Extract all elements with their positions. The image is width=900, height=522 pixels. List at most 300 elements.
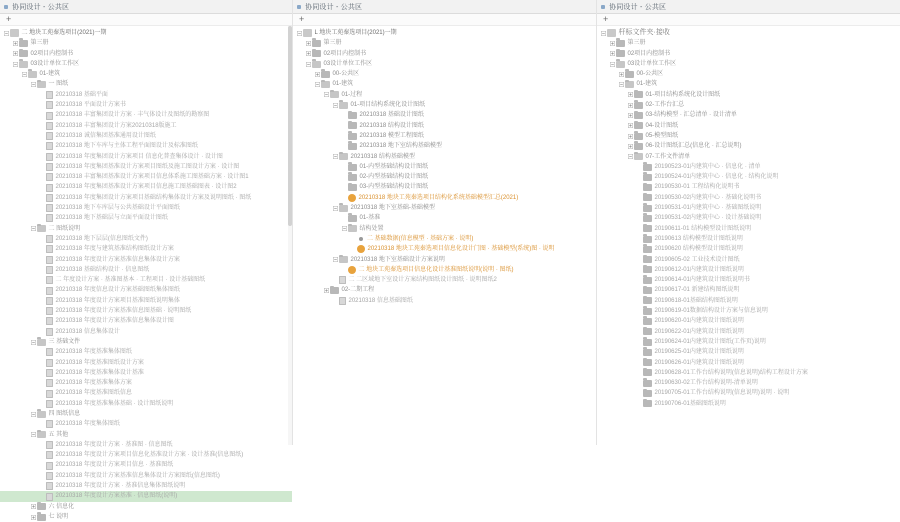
document-icon — [46, 276, 53, 284]
tree-row[interactable] — [597, 59, 900, 69]
tree-row-label: 二 地块工苑秦选项目信息化设计基准图纸说明(说明 · 图纸) — [358, 266, 514, 273]
tree-row-label: 20210318 年度集体图纸 — [55, 421, 120, 428]
expand-icon[interactable] — [30, 504, 37, 509]
tree-row[interactable] — [0, 460, 292, 470]
tree-row[interactable] — [597, 296, 900, 306]
tree-row-label: 20190530-01 工程结构化说明书 — [654, 184, 740, 191]
tree-row[interactable] — [597, 244, 900, 254]
collapse-icon[interactable] — [332, 206, 339, 211]
collapse-icon[interactable] — [12, 62, 19, 67]
tree-row[interactable] — [0, 28, 292, 38]
add-button[interactable]: + — [603, 14, 609, 24]
tree-row-label: 20190626-01内建筑设计图纸说明 — [654, 359, 744, 366]
bullet-icon — [359, 237, 363, 241]
tree-row[interactable] — [597, 316, 900, 326]
tree-row[interactable] — [0, 38, 292, 48]
document-icon — [46, 163, 53, 171]
document-icon — [46, 245, 53, 253]
tree-row-label: 01-建筑 — [332, 81, 354, 88]
tree-row-label: 20210318 基础结构设计 · 信息图纸 — [55, 266, 150, 273]
tree-row[interactable] — [0, 182, 292, 192]
tree-row[interactable] — [0, 100, 292, 110]
tree-row[interactable] — [0, 347, 292, 357]
folder-icon — [348, 112, 357, 119]
tree-row[interactable] — [597, 182, 900, 192]
tree-row-label: 20210318 年度设计方案基准信息集体设计方案图纸(信息图纸) — [55, 472, 220, 479]
tree-row[interactable] — [293, 90, 596, 100]
tree-row[interactable] — [597, 399, 900, 409]
document-icon — [339, 276, 346, 284]
tree-row[interactable] — [0, 152, 292, 162]
tree-row[interactable] — [0, 162, 292, 172]
document-icon — [46, 112, 53, 120]
folder-icon — [634, 133, 643, 140]
tree-row[interactable] — [597, 172, 900, 182]
panel-header-middle — [293, 0, 596, 14]
tree-row[interactable] — [0, 110, 292, 120]
tree-row-label: 20190605-02 工业技术设计图纸 — [654, 256, 740, 263]
document-icon — [46, 214, 53, 222]
tree-row-label: 20190531-01内建筑中心 · 基础图纸说明 — [654, 205, 762, 212]
tree-row[interactable] — [0, 430, 292, 440]
tree-row-label: 20210318 地块工苑秦选项目信息化设计门图 · 基础模型(系统)图 · 说明 — [367, 246, 555, 253]
toolbar-right — [597, 14, 900, 26]
expand-icon[interactable] — [627, 103, 634, 108]
tree-row-label: 20210318 年度设计方案基准信息集体设计图 — [55, 318, 174, 325]
folder-icon — [339, 256, 348, 263]
tree-row[interactable] — [293, 162, 596, 172]
collapse-icon[interactable] — [296, 31, 303, 36]
tree-row[interactable] — [0, 358, 292, 368]
tree-row-label: 20210318 年度集团基准设计方案项目信息施工图基础图表 · 设计图2 — [55, 184, 237, 191]
panel-status-icon — [297, 5, 301, 9]
tree-row[interactable] — [0, 450, 292, 460]
document-icon — [46, 493, 53, 501]
tree-row-label: 20210318 平面设计方案书 — [55, 102, 126, 109]
tree-row-label: 三 基础文件 — [48, 338, 81, 345]
tree-row-label: 20210318 地下车库与主体工程平面图设计及标准图纸 — [55, 143, 198, 150]
tree-row[interactable] — [0, 234, 292, 244]
tree-row[interactable] — [293, 203, 596, 213]
tree-row[interactable] — [293, 244, 596, 254]
tree-row-label: 六 信息化 — [48, 503, 75, 510]
document-icon — [46, 184, 53, 192]
tree-row-label: 00-公共区 — [332, 71, 360, 78]
folder-icon — [312, 40, 321, 47]
collapse-icon[interactable] — [314, 82, 321, 87]
tree-row[interactable] — [293, 234, 596, 244]
expand-icon[interactable] — [12, 41, 19, 46]
document-icon — [46, 204, 53, 212]
tree-row[interactable] — [597, 255, 900, 265]
tree-row-label: 20210318 年度集团基准设计方案项目图纸及施工图设计方案 · 设计图 — [55, 163, 240, 170]
tree-row[interactable] — [0, 90, 292, 100]
document-icon — [46, 462, 53, 470]
tree-left[interactable] — [0, 26, 292, 522]
tree-row[interactable] — [0, 213, 292, 223]
tree-row[interactable] — [0, 49, 292, 59]
tree-row[interactable] — [293, 296, 596, 306]
tree-row-label: 第三册 — [627, 40, 646, 47]
tree-row[interactable] — [597, 121, 900, 131]
warning-icon — [357, 245, 365, 253]
tree-row[interactable] — [293, 152, 596, 162]
tree-row-label: 20190625-01内建筑设计图纸说明 — [654, 349, 744, 356]
tree-row[interactable] — [0, 203, 292, 213]
tree-row-label: 03-内型基础结构设计图纸 — [359, 184, 429, 191]
panel-status-icon — [4, 5, 8, 9]
toolbar-middle — [293, 14, 596, 26]
tree-row-label: 20210318 丰富集团基准设计方案项目信息体系施工图基础方案 · 设计图1 — [55, 174, 249, 181]
folder-icon — [37, 503, 46, 510]
tree-row-label: 02项目内控制书 — [323, 50, 367, 57]
collapse-icon[interactable] — [30, 226, 37, 231]
document-icon — [46, 400, 53, 408]
document-icon — [46, 297, 53, 305]
folder-icon — [37, 339, 46, 346]
collapse-icon[interactable] — [332, 257, 339, 262]
folder-icon — [643, 380, 652, 387]
tree-row[interactable] — [597, 234, 900, 244]
tree-row-label: L 地块工苑秦选项目(2021)一期 — [314, 30, 397, 36]
root-node-icon — [303, 29, 312, 37]
collapse-icon[interactable] — [30, 432, 37, 437]
tree-row[interactable] — [597, 224, 900, 234]
collapse-icon[interactable] — [30, 340, 37, 345]
tree-row[interactable] — [597, 265, 900, 275]
tree-row[interactable] — [0, 121, 292, 131]
folder-icon — [37, 225, 46, 232]
tree-row-label: 20190622-01内建筑设计图纸说明 — [654, 328, 744, 335]
collapse-icon[interactable] — [323, 92, 330, 97]
tree-row[interactable] — [293, 121, 596, 131]
folder-icon — [643, 236, 652, 243]
folder-icon — [643, 287, 652, 294]
document-icon — [46, 369, 53, 377]
tree-row-label: 20210318 年度设计方案项目基准图纸说明集体 — [55, 297, 180, 304]
tree-row-label: 第三册 — [30, 40, 49, 47]
expand-icon[interactable] — [627, 144, 634, 149]
tree-row[interactable] — [0, 327, 292, 337]
tree-row-label: 20210318 年度设计方案 · 基准信息集体图纸说明 — [55, 483, 186, 490]
tree-row-label: 二 年度设计方案 · 基准图基本 · 工程项目 · 设计基础图纸 — [55, 277, 206, 284]
tree-row-label: 20190620 结构模型设计图纸说明 — [654, 246, 743, 253]
tree-row[interactable] — [0, 368, 292, 378]
tree-row-label: 02-内型基础结构设计图纸 — [359, 174, 429, 181]
panel-header-left — [0, 0, 292, 14]
folder-icon — [643, 246, 652, 253]
tree-row[interactable] — [597, 388, 900, 398]
panel-title: 协同设计 - 公共区 — [609, 3, 667, 11]
tree-row-label: 第三册 — [323, 40, 342, 47]
tree-row[interactable] — [597, 285, 900, 295]
tree-row[interactable] — [0, 491, 292, 501]
tree-row[interactable] — [0, 285, 292, 295]
tree-row-label: 05-模型图纸 — [645, 132, 679, 139]
tree-row[interactable] — [0, 275, 292, 285]
tree-row[interactable] — [597, 141, 900, 151]
tree-row[interactable] — [0, 265, 292, 275]
folder-icon — [643, 225, 652, 232]
tree-row[interactable] — [597, 49, 900, 59]
tree-row[interactable] — [597, 110, 900, 120]
tree-row[interactable] — [0, 388, 292, 398]
tree-row[interactable] — [293, 193, 596, 203]
tree-row-label: 01-过程 — [341, 91, 363, 98]
tree-row[interactable] — [0, 419, 292, 429]
tree-row[interactable] — [293, 255, 596, 265]
tree-row[interactable] — [293, 38, 596, 48]
tree-row-label: 20210318 诚信集团基准通用设计图纸 — [55, 132, 156, 139]
collapse-icon[interactable] — [332, 103, 339, 108]
tree-row[interactable] — [597, 69, 900, 79]
tree-row[interactable] — [597, 306, 900, 316]
expand-icon[interactable] — [30, 515, 37, 520]
tree-row[interactable] — [0, 481, 292, 491]
document-icon — [46, 472, 53, 480]
collapse-icon[interactable] — [600, 31, 607, 36]
folder-icon — [643, 308, 652, 315]
tree-row[interactable] — [0, 296, 292, 306]
tree-row[interactable] — [0, 79, 292, 89]
tree-row[interactable] — [0, 471, 292, 481]
tree-row[interactable] — [597, 327, 900, 337]
collapse-icon[interactable] — [305, 62, 312, 67]
scrollbar-thumb[interactable] — [288, 26, 292, 226]
tree-row[interactable] — [597, 378, 900, 388]
tree-row-label: 20190630-02工作台结构说明-清单说明 — [654, 380, 758, 387]
folder-icon — [643, 318, 652, 325]
folder-icon — [634, 102, 643, 109]
document-icon — [46, 91, 53, 99]
tree-row[interactable] — [597, 38, 900, 48]
tree-row-label: 01-建筑 — [636, 81, 658, 88]
tree-row-label: 00-公共区 — [636, 71, 664, 78]
tree-row[interactable] — [0, 131, 292, 141]
expand-icon[interactable] — [314, 72, 321, 77]
tree-row[interactable] — [0, 193, 292, 203]
folder-icon — [616, 61, 625, 68]
tree-row[interactable] — [0, 316, 292, 326]
tree-row[interactable] — [293, 285, 596, 295]
expand-icon[interactable] — [12, 51, 19, 56]
add-button[interactable]: + — [299, 14, 305, 24]
tree-row[interactable] — [597, 79, 900, 89]
tree-row[interactable] — [0, 69, 292, 79]
tree-row[interactable] — [0, 59, 292, 69]
warning-icon — [348, 266, 356, 274]
folder-icon — [643, 369, 652, 376]
tree-row[interactable] — [0, 172, 292, 182]
expand-icon[interactable] — [323, 288, 330, 293]
document-icon — [46, 256, 53, 264]
tree-row-label: 20210318 丰富集团设计方案20210318版施工 — [55, 122, 177, 129]
tree-row[interactable] — [293, 131, 596, 141]
collapse-icon[interactable] — [3, 31, 10, 36]
tree-row-label: 20210318 年度设计方案 · 基准图 · 信息图纸 — [55, 441, 173, 448]
tree-row[interactable] — [293, 79, 596, 89]
tree-row[interactable] — [293, 141, 596, 151]
expand-icon[interactable] — [627, 134, 634, 139]
panel-header-right — [597, 0, 900, 14]
tree-row[interactable] — [293, 28, 596, 38]
tree-row[interactable] — [597, 162, 900, 172]
tree-row[interactable] — [597, 347, 900, 357]
tree-row-label: 03-结构模型 · 汇总清单 · 设计清单 — [645, 112, 737, 119]
tree-row-label: 01-项目结构系统化设计图纸 — [645, 91, 721, 98]
add-button[interactable]: + — [6, 14, 12, 24]
tree-row[interactable] — [0, 378, 292, 388]
tree-row[interactable] — [597, 131, 900, 141]
collapse-icon[interactable] — [627, 154, 634, 159]
tree-middle[interactable] — [293, 26, 596, 306]
collapse-icon[interactable] — [30, 82, 37, 87]
tree-row-label: 20210318 地下室基础-基础模型 — [350, 205, 435, 212]
tree-row-label: 20210318 结构基础模型 — [350, 153, 415, 160]
scrollbar-left[interactable] — [288, 26, 292, 445]
expand-icon[interactable] — [627, 123, 634, 128]
document-icon — [46, 235, 53, 243]
tree-row[interactable] — [597, 275, 900, 285]
collapse-icon[interactable] — [30, 412, 37, 417]
tree-row[interactable] — [293, 172, 596, 182]
expand-icon[interactable] — [609, 51, 616, 56]
document-icon — [46, 451, 53, 459]
document-icon — [46, 122, 53, 130]
collapse-icon[interactable] — [332, 154, 339, 159]
tree-row-label: 七 说明 — [48, 513, 69, 520]
tree-row[interactable] — [597, 28, 900, 38]
tree-row-label: 20210318 丰富集团设计方案 · 丰气体设计及图纸的勘察图 — [55, 112, 210, 119]
tree-row-label: 01-项目结构系统化设计图纸 — [350, 102, 426, 109]
folder-icon — [348, 174, 357, 181]
tree-row-label: 20210318 年度基准集体设计基准 — [55, 369, 144, 376]
panel-left — [0, 0, 293, 520]
folder-icon — [348, 215, 357, 222]
folder-icon — [348, 122, 357, 129]
tree-row[interactable] — [0, 306, 292, 316]
document-icon — [46, 153, 53, 161]
tree-row-label: 杆标文件夹·接收 — [618, 29, 670, 36]
tree-row[interactable] — [0, 512, 292, 522]
folder-icon — [643, 174, 652, 181]
expand-icon[interactable] — [627, 92, 634, 97]
tree-row[interactable] — [0, 224, 292, 234]
tree-row-label: 五 其他 — [48, 431, 69, 438]
tree-row-label: 20210318 年度设计方案基准信息集体设计方案 — [55, 256, 180, 263]
tree-row-label: 20210318 年度集团设计方案项目基础结构集体设计方案及说明图纸 · 图纸 — [55, 194, 252, 201]
tree-row-label: 20210318 信息集体设计 — [55, 328, 120, 335]
tree-row-label: 20210318 模型工程图纸 — [359, 132, 424, 139]
expand-icon[interactable] — [305, 51, 312, 56]
tree-row[interactable] — [293, 49, 596, 59]
folder-icon — [643, 184, 652, 191]
tree-row[interactable] — [597, 203, 900, 213]
tree-row[interactable] — [597, 368, 900, 378]
document-icon — [46, 173, 53, 181]
folder-icon — [348, 133, 357, 140]
tree-row[interactable] — [293, 110, 596, 120]
tree-row-label: 20190619-01数据结构设计方案与信息说明 — [654, 308, 768, 315]
document-icon — [46, 287, 53, 295]
tree-row[interactable] — [293, 213, 596, 223]
tree-row[interactable] — [293, 69, 596, 79]
tree-row[interactable] — [597, 90, 900, 100]
collapse-icon[interactable] — [618, 82, 625, 87]
tree-row[interactable] — [293, 265, 596, 275]
tree-row[interactable] — [0, 255, 292, 265]
folder-icon — [330, 91, 339, 98]
tree-row-label: 20190613 结构模型设计图纸说明 — [654, 235, 743, 242]
tree-row-label: 02项目内控制书 — [30, 50, 74, 57]
expand-icon[interactable] — [609, 41, 616, 46]
tree-row-label: 20210318 地块工苑秦选项目结构化系统基础模型汇总(2021) — [358, 194, 519, 201]
tree-right[interactable] — [597, 26, 900, 409]
folder-icon — [37, 81, 46, 88]
folder-icon — [643, 215, 652, 222]
tree-row-label: 20190524-01内建筑中心 · 信息化 · 结构化说明 — [654, 174, 779, 181]
tree-row[interactable] — [597, 337, 900, 347]
collapse-icon[interactable] — [609, 62, 616, 67]
tree-row[interactable] — [0, 141, 292, 151]
tree-row[interactable] — [0, 337, 292, 347]
tree-row-label: 03设计单位工作区 — [30, 60, 80, 67]
tree-row-label: 20210318 年度基准集体基础 · 设计图纸说明 — [55, 400, 174, 407]
tree-row[interactable] — [293, 182, 596, 192]
folder-icon — [348, 184, 357, 191]
folder-icon — [312, 61, 321, 68]
tree-row-label: 20210318 地下车库层与公共基础设计平面图纸 — [55, 205, 180, 212]
tree-row-label: 20210318 地下层层(信息图纸文件) — [55, 235, 148, 242]
collapse-icon[interactable] — [341, 226, 348, 231]
expand-icon[interactable] — [618, 72, 625, 77]
tree-row[interactable] — [0, 399, 292, 409]
tree-row-label: 20190612-01内建筑设计图纸说明 — [654, 266, 744, 273]
tree-row[interactable] — [597, 152, 900, 162]
tree-row[interactable] — [293, 100, 596, 110]
tree-row[interactable] — [597, 213, 900, 223]
folder-icon — [37, 514, 46, 521]
tree-row-label: 20210318 年度基准图纸信息 — [55, 390, 132, 397]
tree-row-label: 20210318 结构设计图纸 — [359, 122, 424, 129]
tree-row[interactable] — [293, 224, 596, 234]
folder-icon — [19, 61, 28, 68]
expand-icon[interactable] — [627, 113, 634, 118]
tree-row-label: 二 基础数据(信息模型 · 基础方案 · 说明) — [367, 235, 474, 242]
document-icon — [46, 317, 53, 325]
tree-row[interactable] — [597, 193, 900, 203]
tree-row[interactable] — [293, 275, 596, 285]
folder-icon — [312, 50, 321, 57]
folder-icon — [634, 122, 643, 129]
tree-row[interactable] — [0, 409, 292, 419]
tree-row[interactable] — [0, 244, 292, 254]
expand-icon[interactable] — [305, 41, 312, 46]
tree-row[interactable] — [597, 100, 900, 110]
tree-row[interactable] — [597, 358, 900, 368]
tree-row[interactable] — [293, 59, 596, 69]
tree-row[interactable] — [0, 502, 292, 512]
document-icon — [46, 482, 53, 490]
document-icon — [46, 266, 53, 274]
tree-row-label: 01-内型基础结构设计图纸 — [359, 163, 429, 170]
tree-row-label: 20210318 地下室基础设计方案说明 — [350, 256, 445, 263]
tree-row[interactable] — [0, 440, 292, 450]
document-icon — [46, 307, 53, 315]
folder-icon — [625, 71, 634, 78]
tree-row-label: 20190705-01工作台结构说明(信息说明)说明 · 说明 — [654, 390, 790, 397]
collapse-icon[interactable] — [21, 72, 28, 77]
